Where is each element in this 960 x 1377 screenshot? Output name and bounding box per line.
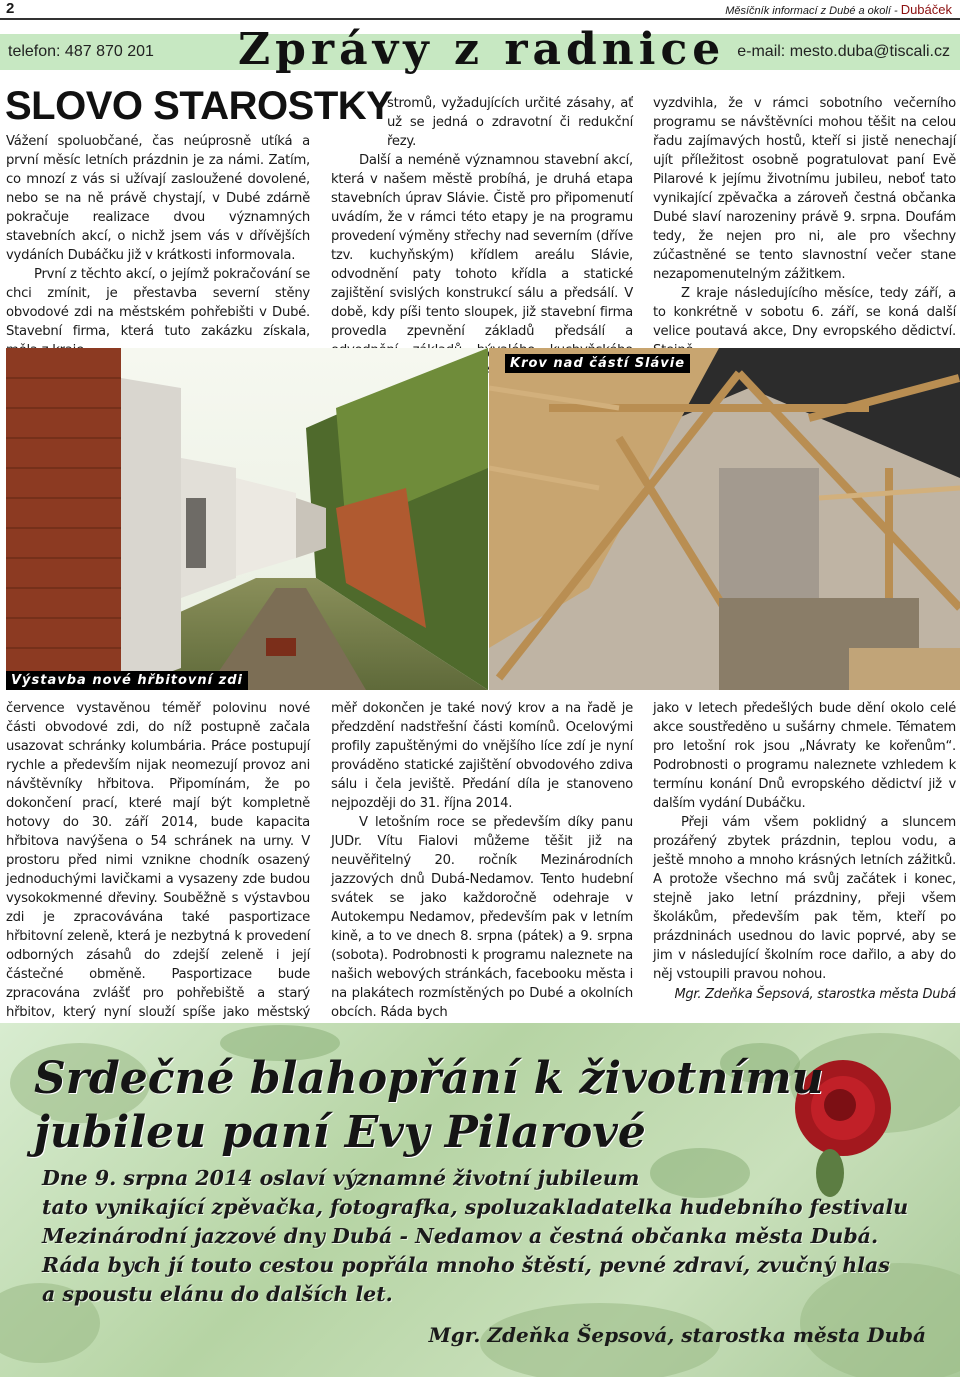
greeting-title-line: jubileu paní Evy Pilarové [34,1107,646,1158]
paragraph: Vážení spoluobčané, čas neúprosně utíká a první měsíc letních prázdnin je za námi. Zatím, co mnozí z vás si užívají zasloužené dovolené, nebo se na ně právě chystají, v Dubé zdárně pokračuje realizace dvou významných stavebních akcí, o nichž jsem vás v dřívějších vydáních Dubáčku již v krátkosti informovala. [6,134,310,263]
paragraph: července vystavěnou téměř polovinu nové části obvodové zdi, do níž postupně začala usazovat schránky kolumbária. Práce postupují rychle a především nijak neomezují provoz ani návštěvníky hřbitova. Připomínám, že po dokončení prací, které mají být kompletně hotovy do 30. září 2014, bude kapacita hřbitova navýšena o 54 schránek na urny. V prostoru před nimi vznikne chodník osazený jednoduchými lavičkami a vysazeny zde budou vysokokmenné dřeviny. Souběžně s výstavbou zdi je zpracovávána také pasportizace hřbitovní zeleně, která je nezbytná k provedení odborných zásahů do zdejší zeleně i její částečné obměně. Pasportizace bude zpracována zvlášť pro pohřebiště a starý hřbitov, který nyní slouží spíše jako městský [6,701,310,1020]
cemetery-wall-image [6,348,488,690]
paragraph: Další a neméně významnou stavební akcí, která v našem městě probíhá, je druhá etapa stavebních úprav Slávie. Čistě pro připomenutí uvádím, že v rámci této etapy je na programu provedení výměny střechy nad severním (dříve tzv. kuchyňským) křídlem areálu Slávie, odvodnění paty tohoto křídla a statické zajištění svislých konstrukcí sálu a předsálí. V době, kdy píši tento sloupek, již stavební firma provedla zpevnění základů předsálí a [331,153,633,339]
roof-truss-image [489,348,960,690]
greeting-signature: Mgr. Zdeňka Šepsová, starostka města Dubá [428,1323,926,1347]
greeting-text [42,1164,908,1309]
column-3-bottom [653,699,956,1004]
column-1-bottom [6,699,310,1041]
column-3-top [653,94,956,360]
paragraph: Z kraje následujícího měsíce, tedy září, a to konkrétně v sobotu 6. září, se koná další velice poutavá akce, Dny evropského dědictví. [653,286,956,339]
masthead-title: Zprávy z radnice [238,24,726,75]
column-2-bottom [331,699,633,1022]
paragraph: měř dokončen je také nový krov a na řadě je předzdění nadstřešní části komínů. Ocelovými profily zapuštěnými do vnějšího líce zdí je nyní prováděno statické zajištění obvodového zdiva sálu i čela jeviště. Předání díla je stanoveno nejpozději do 31. října 2014. [331,701,633,811]
publication-brand: Dubáček [900,2,952,17]
email-address: e-mail: mesto.duba@tiscali.cz [737,43,950,60]
greeting-line: Mezinárodní jazzové dny Dubá - Nedamov a čestná občanka města Dubá. [42,1224,879,1248]
article-heading: SLOVO STAROSTKY [5,84,393,128]
phone-number: telefon: 487 870 201 [8,43,154,60]
publication-name: Měsíčník informací z Dubé a okolí - [725,5,898,17]
paragraph: jako v letech předešlých bude dění okolo celé akce soustředěno u sušárny chmele. Tématem pro letošní rok jsou „Návraty ke kořenům“. Podrobnosti o programu naleznete vzhledem k termínu konání Dnů evropského dědictví již v dalším vydání Dubáčku. [653,701,956,811]
paragraph: stromů, vyžadujících určité zásahy, ať už se jedná o zdravotní či redukční řezy. [387,96,633,149]
photo-caption: Krov nad částí Slávie [505,354,690,373]
greeting-title [34,1052,824,1160]
paragraph: První z těchto akcí, o jejímž pokračování se chci zmínit, je přestavba severní stěny obvodové zdi na městském pohřebišti v Dubé. Stavební firma, která tuto zakázku získala, [6,267,310,339]
cemetery-wall-photo [6,348,488,690]
paragraph: vyzdvihla, že v rámci sobotního večerního programu se návštěvníci mohou těšit na celou řadu zajímavých hostů, kteří si jistě nenechají ujít příležitost osobně pogratulovat paní Evě Pilarové k jejímu životnímu jubileu, neboť tato vynikající zpěvačka a zároveň čestná občanka Dubé slaví narozeniny právě 9. srpna. Doufám tedy, že nejen pro ni, ale pro všechny zúčastněné se tento slavnostní večer stane nezapomenutelným zážitkem. [653,96,956,282]
paragraph: Přeji vám všem poklidný a sluncem prozářený zbytek prázdnin, teplou vodu, a ještě mnoho a mnoho krásných letních zážitků. A protože všechno má svůj začátek i konec, stejně jako letní prázdniny, přeji všem školákům, především pak těm, kteří po prázdninách usednou do lavic poprvé, aby se jim v následující školním roce dařilo, a aby do něj vstoupili pravou nohou. [653,815,956,982]
greeting-line: Dne 9. srpna 2014 oslaví významné životní jubileum [42,1166,640,1190]
roof-truss-photo [489,348,960,690]
header-rule [0,18,960,20]
photo-caption: Výstavba nové hřbitovní zdi [6,671,248,690]
paragraph: V letošním roce se především díky panu JUDr. Vítu Fialovi můžeme těšit již na neuvěřitelný 20. ročník Mezinárodních jazzových dnů Dubá-Nedamov. Tento hudební svátek se jako každoročně odehraje v Autokempu Nedamov, především pak v letním kině, a to ve dnech 8. srpna (pátek) a 9. srpna (sobota). Podrobnosti k programu naleznete na našich webových stránkách, facebooku města i na plakátech rozmístěných po Dubé a okolních obcích. Ráda bych [331,815,633,1020]
greeting-line: tato vynikající zpěvačka, fotografka, spoluzakladatelka hudebního festivalu [42,1195,909,1219]
page-number: 2 [6,0,15,17]
column-1-top [6,132,310,360]
publication-line [725,2,952,17]
greeting-title-line: Srdečné blahopřání k životnímu [34,1053,824,1104]
greeting-line: a spoustu elánu do dalších let. [42,1282,393,1306]
greeting-line: Ráda bych jí touto cestou popřála mnoho štěstí, pevné zdraví, zvučný hlas [42,1253,890,1277]
column-2-top [331,94,633,379]
article-signature: Mgr. Zdeňka Šepsová, starostka města Dubá [674,987,956,1002]
